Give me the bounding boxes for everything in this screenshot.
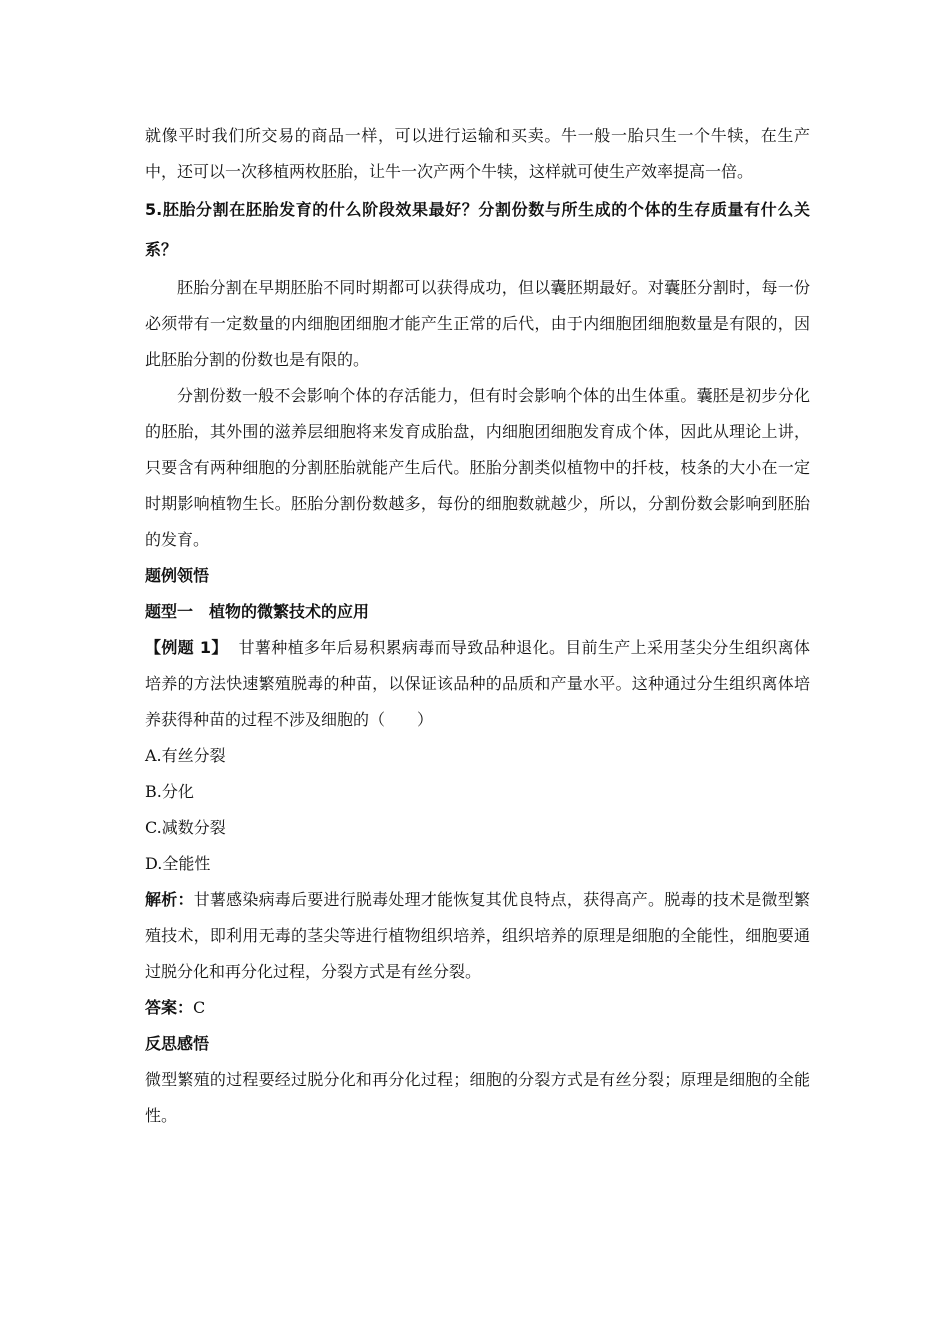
analysis-text: 甘薯感染病毒后要进行脱毒处理才能恢复其优良特点，获得高产。脱毒的技术是微型繁殖技术，即利用无毒的茎尖等进行植物组织培养，组织培养的原理是细胞的全能性，细胞要通过脱分化和再分化过程，分裂方式是有丝分裂。 [145,890,810,981]
answer-5-paragraph-1: 胚胎分割在早期胚胎不同时期都可以获得成功，但以囊胚期最好。对囊胚分割时，每一份必须带有一定数量的内细胞团细胞才能产生正常的后代，由于内细胞团细胞数量是有限的，因此胚胎分割的份数也是有限的。 [145,278,810,369]
section-title: 题例领悟 [145,566,210,585]
answer [145,990,810,1026]
example-text: 甘薯种植多年后易积累病毒而导致品种退化。目前生产上采用茎尖分生组织离体培养的方法快速繁殖脱毒的种苗，以保证该品种的品质和产量水平。这种通过分生组织离体培养获得种苗的过程不涉及细胞的（ ） [145,638,810,729]
answer-5-paragraph-2: 分割份数一般不会影响个体的存活能力，但有时会影响个体的出生体重。囊胚是初步分化的胚胎，其外围的滋养层细胞将来发育成胎盘，内细胞团细胞发育成个体，因此从理论上讲，只要含有两种细胞的分割胚胎就能产生后代。胚胎分割类似植物中的扦枝，枝条的大小在一定时期影响植物生长。胚胎分割份数越多，每份的细胞数就越少，所以，分割份数会影响到胚胎的发育。 [145,386,810,549]
example-label: 【例题 1】 [145,638,228,657]
reflection-title: 反思感悟 [145,1034,210,1053]
answer-value: C [193,998,206,1017]
option-c: C.减数分裂 [145,818,226,837]
option-a: A.有丝分裂 [145,746,226,765]
analysis-label: 解析： [145,890,194,909]
intro-paragraph: 就像平时我们所交易的商品一样，可以进行运输和买卖。牛一般一胎只生一个牛犊，在生产中，还可以一次移植两枚胚胎，让牛一次产两个牛犊，这样就可使生产效率提高一倍。 [145,126,810,181]
option-b: B.分化 [145,782,194,801]
reflection-text: 微型繁殖的过程要经过脱分化和再分化过程；细胞的分裂方式是有丝分裂；原理是细胞的全能性。 [145,1070,810,1125]
answer-label: 答案： [145,998,194,1017]
option-d: D.全能性 [145,854,211,873]
type-title: 题型一 植物的微繁技术的应用 [145,602,370,621]
analysis [145,882,810,990]
document-page [145,118,810,1134]
question-5: 5.胚胎分割在胚胎发育的什么阶段效果最好？分割份数与所生成的个体的生存质量有什么关系？ [145,200,810,259]
example-question [145,630,810,738]
